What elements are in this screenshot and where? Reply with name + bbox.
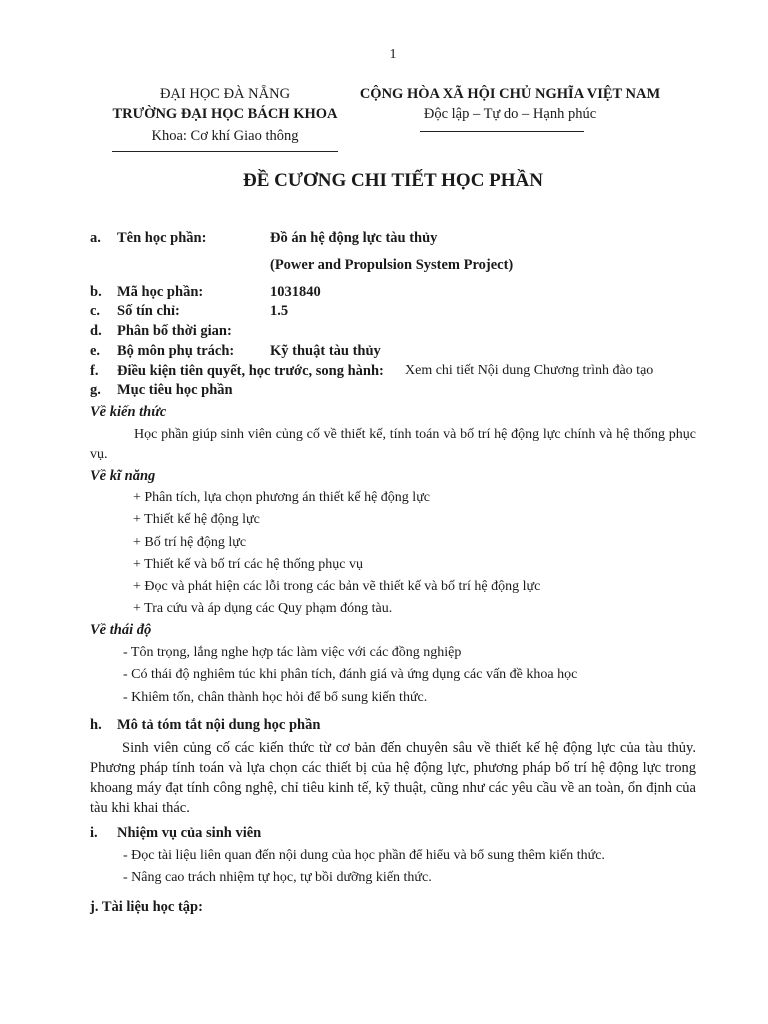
summary-heading: Mô tả tóm tắt nội dung học phần bbox=[117, 717, 321, 733]
course-code-value: 1031840 bbox=[270, 284, 321, 300]
skill-item: + Thiết kế và bố trí các hệ thống phục vụ bbox=[133, 557, 364, 572]
faculty-name: Khoa: Cơ khí Giao thông bbox=[151, 128, 299, 144]
school-name: TRƯỜNG ĐẠI HỌC BÁCH KHOA bbox=[112, 106, 338, 122]
course-name-label: Tên học phần: bbox=[117, 230, 207, 246]
objectives-label: Mục tiêu học phần bbox=[117, 382, 233, 398]
attitude-item: - Có thái độ nghiêm túc khi phân tích, đánh giá và ứng dụng các vấn đề khoa học bbox=[123, 667, 578, 682]
skill-item: + Thiết kế hệ động lực bbox=[133, 512, 260, 527]
field-b-marker: b. bbox=[90, 284, 102, 300]
document-title: ĐỀ CƯƠNG CHI TIẾT HỌC PHẦN bbox=[243, 170, 543, 191]
field-a-marker: a. bbox=[90, 230, 101, 246]
country-name: CỘNG HÒA XÃ HỘI CHỦ NGHĨA VIỆT NAM bbox=[359, 86, 661, 102]
header-right-underline bbox=[420, 131, 584, 132]
skill-item: + Phân tích, lựa chọn phương án thiết kế hệ động lực bbox=[133, 490, 431, 505]
field-e-marker: e. bbox=[90, 343, 101, 359]
section-i-marker: i. bbox=[90, 825, 98, 841]
field-c-marker: c. bbox=[90, 303, 101, 319]
department-value: Kỹ thuật tàu thủy bbox=[270, 343, 381, 359]
student-duties-heading: Nhiệm vụ của sinh viên bbox=[117, 825, 262, 841]
attitude-item: - Tôn trọng, lắng nghe hợp tác làm việc với các đồng nghiệp bbox=[123, 645, 462, 660]
section-h-marker: h. bbox=[90, 717, 102, 733]
attitude-item: - Khiêm tốn, chân thành học hỏi để bổ sung kiến thức. bbox=[123, 690, 428, 705]
credits-label: Số tín chỉ: bbox=[117, 303, 180, 319]
knowledge-heading: Về kiến thức bbox=[90, 404, 167, 420]
course-name-value: Đồ án hệ động lực tàu thủy bbox=[270, 230, 438, 246]
skills-heading: Về kĩ năng bbox=[90, 468, 156, 484]
university-name: ĐẠI HỌC ĐÀ NẴNG bbox=[159, 86, 291, 102]
skill-item: + Đọc và phát hiện các lỗi trong các bản vẽ thiết kế và bố trí hệ động lực bbox=[133, 579, 541, 594]
course-code-label: Mã học phần: bbox=[117, 284, 204, 300]
duty-item: - Đọc tài liệu liên quan đến nội dung của học phần để hiểu và bổ sung thêm kiến thức. bbox=[123, 848, 605, 863]
knowledge-text: Học phần giúp sinh viên củng cố về thiết kế, tính toán và bố trí hệ động lực chính và hệ thống phục vụ. bbox=[90, 427, 696, 462]
header-left-underline bbox=[112, 151, 338, 152]
time-allocation-label: Phân bố thời gian: bbox=[117, 323, 232, 339]
field-g-marker: g. bbox=[90, 382, 101, 398]
field-f-marker: f. bbox=[90, 363, 99, 379]
materials-heading: j. Tài liệu học tập: bbox=[90, 899, 203, 915]
attitude-heading: Về thái độ bbox=[90, 622, 152, 638]
course-name-english: (Power and Propulsion System Project) bbox=[270, 257, 514, 273]
skill-item: + Bố trí hệ động lực bbox=[133, 535, 247, 550]
country-motto: Độc lập – Tự do – Hạnh phúc bbox=[423, 106, 597, 122]
prerequisites-label: Điều kiện tiên quyết, học trước, song hành: bbox=[117, 363, 384, 379]
duty-item: - Nâng cao trách nhiệm tự học, tự bồi dưỡng kiến thức. bbox=[123, 870, 432, 885]
skill-item: + Tra cứu và áp dụng các Quy phạm đóng tàu. bbox=[133, 601, 393, 616]
department-label: Bộ môn phụ trách: bbox=[117, 343, 235, 359]
summary-text: Sinh viên củng cố các kiến thức từ cơ bản đến chuyên sâu về thiết kế hệ động lực của tàu thủy. Phương pháp tính toán và lựa chọn các thiết bị của hệ động lực, phương pháp bố trí hệ động lực trong khoang máy đạt tính công nghệ, chỉ tiêu kinh tế, kỹ thuật, cũng như các yêu cầu về an toàn, ổn định của tàu khi khai thác. bbox=[90, 740, 696, 816]
credits-value: 1.5 bbox=[270, 303, 289, 319]
page-number: 1 bbox=[389, 47, 397, 62]
prerequisites-value: Xem chi tiết Nội dung Chương trình đào tạo bbox=[405, 363, 654, 378]
field-d-marker: d. bbox=[90, 323, 102, 339]
